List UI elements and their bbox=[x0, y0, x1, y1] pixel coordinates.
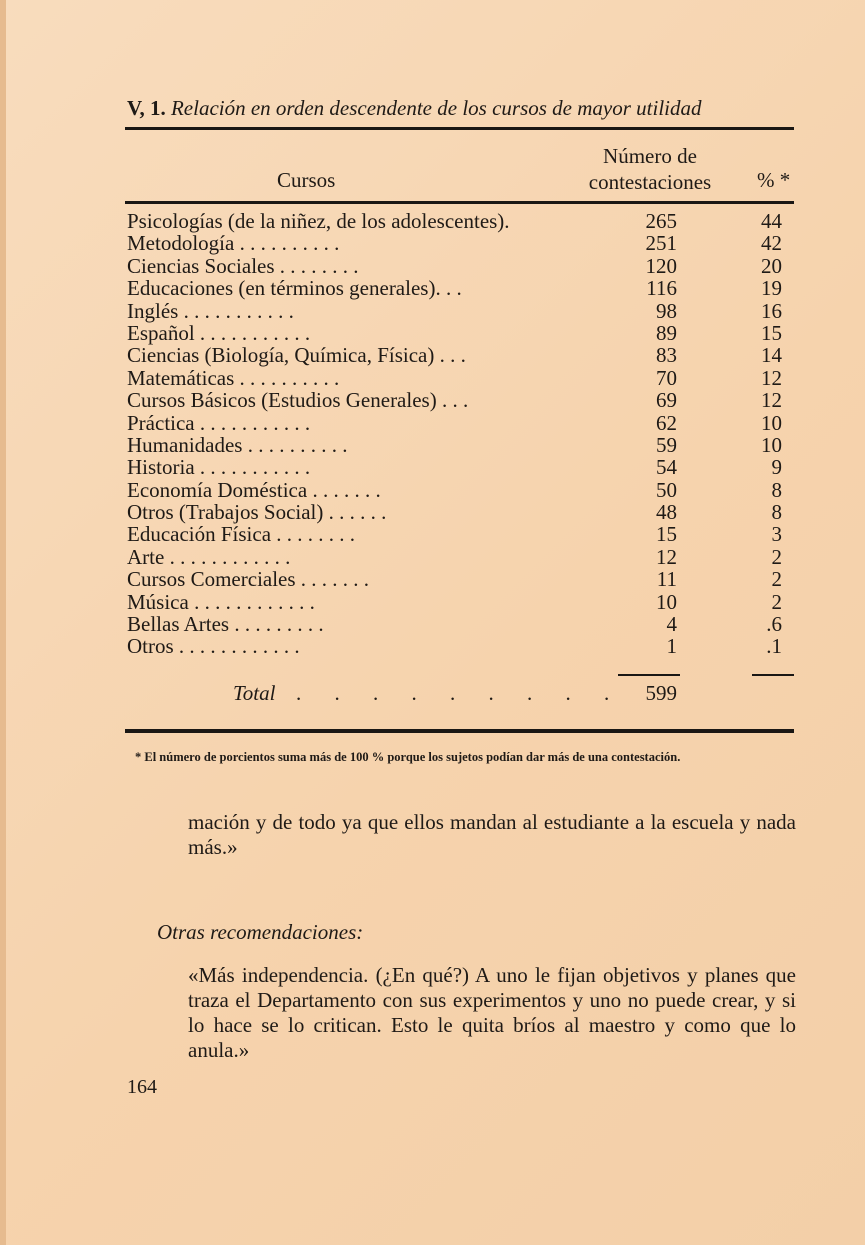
table-row bbox=[127, 613, 797, 635]
page-number: 164 bbox=[127, 1076, 157, 1098]
contestaciones-value: 10 bbox=[656, 589, 677, 614]
curso-name: Economía Doméstica . . . . . . . bbox=[127, 477, 381, 502]
contestaciones-value: 54 bbox=[656, 455, 677, 480]
contestaciones-value: 59 bbox=[656, 432, 677, 457]
contestaciones-value: 11 bbox=[656, 567, 677, 592]
curso-name: Metodología . . . . . . . . . . bbox=[127, 231, 340, 256]
porciento-value: .6 bbox=[766, 612, 782, 637]
table-row bbox=[127, 344, 797, 366]
page-edge bbox=[0, 0, 6, 1245]
contestaciones-value: 4 bbox=[666, 612, 677, 637]
porciento-value: 10 bbox=[761, 410, 782, 435]
porciento-value: 20 bbox=[761, 253, 782, 278]
porciento-value: .1 bbox=[766, 634, 782, 659]
porciento-value: 12 bbox=[761, 365, 782, 390]
table-row bbox=[127, 255, 797, 277]
porciento-value: 8 bbox=[771, 500, 782, 525]
porciento-value: 2 bbox=[771, 544, 782, 569]
total-value: 599 bbox=[645, 681, 677, 705]
total-count-rule bbox=[618, 674, 680, 676]
curso-name: Bellas Artes . . . . . . . . . bbox=[127, 612, 324, 637]
curso-name: Cursos Básicos (Estudios Generales) . . . bbox=[127, 388, 469, 413]
header-cursos: Cursos bbox=[277, 168, 336, 192]
porciento-value: 44 bbox=[761, 209, 782, 233]
porciento-value: 15 bbox=[761, 320, 782, 345]
body-paragraph-1: mación y de todo ya que ellos mandan al estudiante a la escuela y nada más.» bbox=[188, 810, 796, 859]
curso-name: Humanidades . . . . . . . . . . bbox=[127, 432, 348, 457]
top-rule bbox=[125, 127, 794, 130]
table-title: Relación en orden descendente de los cursos de mayor utilidad bbox=[170, 96, 702, 120]
contestaciones-value: 15 bbox=[656, 522, 677, 547]
curso-name: Ciencias (Biología, Química, Física) . . . bbox=[127, 343, 466, 368]
header-numero-contestaciones bbox=[580, 143, 720, 195]
table-row bbox=[127, 568, 797, 590]
table-row bbox=[127, 546, 797, 568]
header-percent: % * bbox=[757, 168, 791, 192]
table-row bbox=[127, 232, 797, 254]
porciento-value: 12 bbox=[761, 388, 782, 413]
table-row bbox=[127, 635, 797, 657]
curso-name: Práctica . . . . . . . . . . . bbox=[127, 410, 311, 435]
curso-name: Educación Física . . . . . . . . bbox=[127, 522, 356, 547]
section-subheading: Otras recomendaciones: bbox=[157, 920, 364, 944]
table-row bbox=[127, 367, 797, 389]
table-row bbox=[127, 501, 797, 523]
porciento-value: 42 bbox=[761, 231, 782, 256]
table-row bbox=[127, 277, 797, 299]
table-footnote: * El número de porcientos suma más de 100 % porque los sujetos podían dar más de una contestación. bbox=[135, 750, 681, 764]
header-numero-line2: contestaciones bbox=[588, 170, 712, 194]
curso-name: Arte . . . . . . . . . . . . bbox=[127, 544, 291, 569]
curso-name: Psicologías (de la niñez, de los adolescentes). bbox=[127, 209, 510, 233]
table-row bbox=[127, 434, 797, 456]
curso-name: Español . . . . . . . . . . . bbox=[127, 320, 311, 345]
table-body bbox=[127, 210, 797, 658]
porciento-value: 3 bbox=[771, 522, 782, 547]
contestaciones-value: 50 bbox=[656, 477, 677, 502]
curso-name: Educaciones (en términos generales). . . bbox=[127, 276, 462, 301]
total-dots: . . . . . . . . . bbox=[296, 681, 624, 705]
curso-name: Música . . . . . . . . . . . . bbox=[127, 589, 315, 614]
contestaciones-value: 48 bbox=[656, 500, 677, 525]
header-numero-line1: Número de bbox=[603, 144, 697, 168]
curso-name: Otros (Trabajos Social) . . . . . . bbox=[127, 500, 387, 525]
contestaciones-value: 83 bbox=[656, 343, 677, 368]
contestaciones-value: 116 bbox=[646, 276, 677, 301]
porciento-value: 2 bbox=[771, 589, 782, 614]
table-row bbox=[127, 389, 797, 411]
contestaciones-value: 62 bbox=[656, 410, 677, 435]
table-row bbox=[127, 322, 797, 344]
contestaciones-value: 70 bbox=[656, 365, 677, 390]
porciento-value: 19 bbox=[761, 276, 782, 301]
body-paragraph-2: «Más independencia. (¿En qué?) A uno le fijan objetivos y planes que traza el Departamento con sus experimentos y uno no puede crear, y si lo hace se lo critican. Esto le quita bríos al maestro y como que lo anula.» bbox=[188, 963, 796, 1062]
table-row bbox=[127, 523, 797, 545]
contestaciones-value: 69 bbox=[656, 388, 677, 413]
contestaciones-value: 12 bbox=[656, 544, 677, 569]
curso-name: Inglés . . . . . . . . . . . bbox=[127, 298, 294, 323]
contestaciones-value: 1 bbox=[666, 634, 677, 659]
table-row bbox=[127, 412, 797, 434]
contestaciones-value: 89 bbox=[656, 320, 677, 345]
contestaciones-value: 251 bbox=[645, 231, 677, 256]
contestaciones-value: 98 bbox=[656, 298, 677, 323]
table-row bbox=[127, 210, 797, 232]
porciento-value: 10 bbox=[761, 432, 782, 457]
porciento-value: 16 bbox=[761, 298, 782, 323]
curso-name: Ciencias Sociales . . . . . . . . bbox=[127, 253, 359, 278]
table-row bbox=[127, 456, 797, 478]
table-row bbox=[127, 300, 797, 322]
porciento-value: 14 bbox=[761, 343, 782, 368]
curso-name: Matemáticas . . . . . . . . . . bbox=[127, 365, 340, 390]
curso-name: Cursos Comerciales . . . . . . . bbox=[127, 567, 370, 592]
contestaciones-value: 265 bbox=[645, 209, 677, 233]
curso-name: Otros . . . . . . . . . . . . bbox=[127, 634, 300, 659]
porciento-value: 9 bbox=[771, 455, 782, 480]
table-row bbox=[127, 591, 797, 613]
table-row bbox=[127, 479, 797, 501]
header-rule bbox=[125, 201, 794, 204]
total-label: Total bbox=[233, 681, 276, 705]
total-percent-rule bbox=[752, 674, 794, 676]
table-number: V, 1. bbox=[127, 96, 166, 120]
table-caption bbox=[127, 96, 797, 121]
porciento-value: 8 bbox=[771, 477, 782, 502]
porciento-value: 2 bbox=[771, 567, 782, 592]
bottom-rule bbox=[125, 729, 794, 733]
contestaciones-value: 120 bbox=[645, 253, 677, 278]
curso-name: Historia . . . . . . . . . . . bbox=[127, 455, 311, 480]
